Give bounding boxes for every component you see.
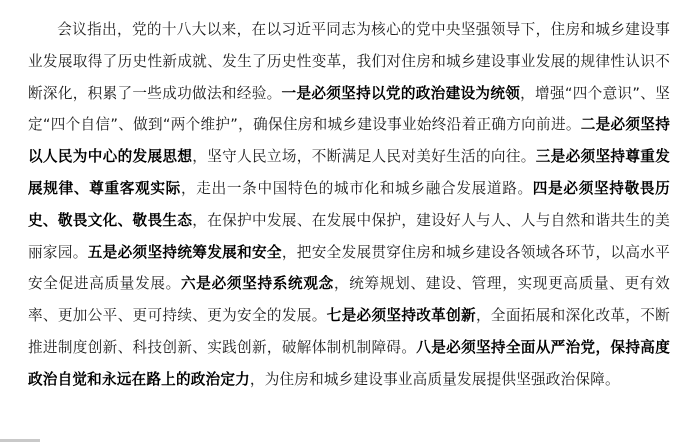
text-run: ，为住房和城乡建设事业高质量发展提供坚强政治保障。 [249, 370, 620, 388]
text-run: ，在保护中发展、在发展中保护，建设好人与人、人与自然和谐共生的美丽家园。 [28, 211, 671, 261]
emphasized-text-run: 一是必须坚持以党的政治建设为统领 [281, 84, 521, 102]
emphasized-text-run: 八是必须坚持全面从严治党 [416, 338, 596, 356]
emphasized-text-run: 七是必须坚持改革创新 [326, 307, 476, 325]
text-run: ，增强“四个意识”、坚定“四个自信”、做到“两个维护”，确保住房和城乡建设事业始终沿着正确方向前进。 [28, 84, 670, 134]
body-paragraph [28, 14, 670, 396]
emphasized-text-run: 三是必须坚持尊重发展规律、尊重客观实际 [28, 148, 670, 197]
emphasized-text-run: 五是必须坚持统筹发展和安全 [87, 243, 282, 261]
emphasized-text-run: ，保持高度政治自觉和永远在路上的政治定力 [28, 338, 670, 388]
emphasized-text-run: 四是必须坚持敬畏历史、敬畏文化、敬畏生态 [28, 179, 670, 229]
document-body [28, 14, 670, 396]
text-run: ，坚守人民立场，不断满足人民对美好生活的向往。 [192, 148, 536, 166]
text-run: ，全面拓展和深化改革，不断推进制度创新、科技创新、实践创新，破解体制机制障碍。 [28, 307, 670, 356]
text-run: ，把安全发展贯穿住房和城乡建设各领域各环节，以高水平安全促进高质量发展。 [28, 243, 670, 293]
emphasized-text-run: 六是必须坚持系统观念 [180, 275, 334, 293]
text-run: ，统筹规划、建设、管理，实现更高质量、更有效率、更加公平、更可持续、更为安全的发展。 [28, 275, 670, 325]
text-run: 会议指出，党的十八大以来，在以习近平同志为核心的党中央坚强领导下，住房和城乡建设事业发展取得了历史性新成就、发生了历史性变革，我们对住房和城乡建设事业发展的规律性认识不断深化，积累了一些成功做法和经验。 [28, 21, 670, 102]
text-run: ，走出一条中国特色的城市化和城乡融合发展道路。 [180, 179, 533, 197]
emphasized-text-run: 二是必须坚持以人民为中心的发展思想 [28, 116, 670, 166]
